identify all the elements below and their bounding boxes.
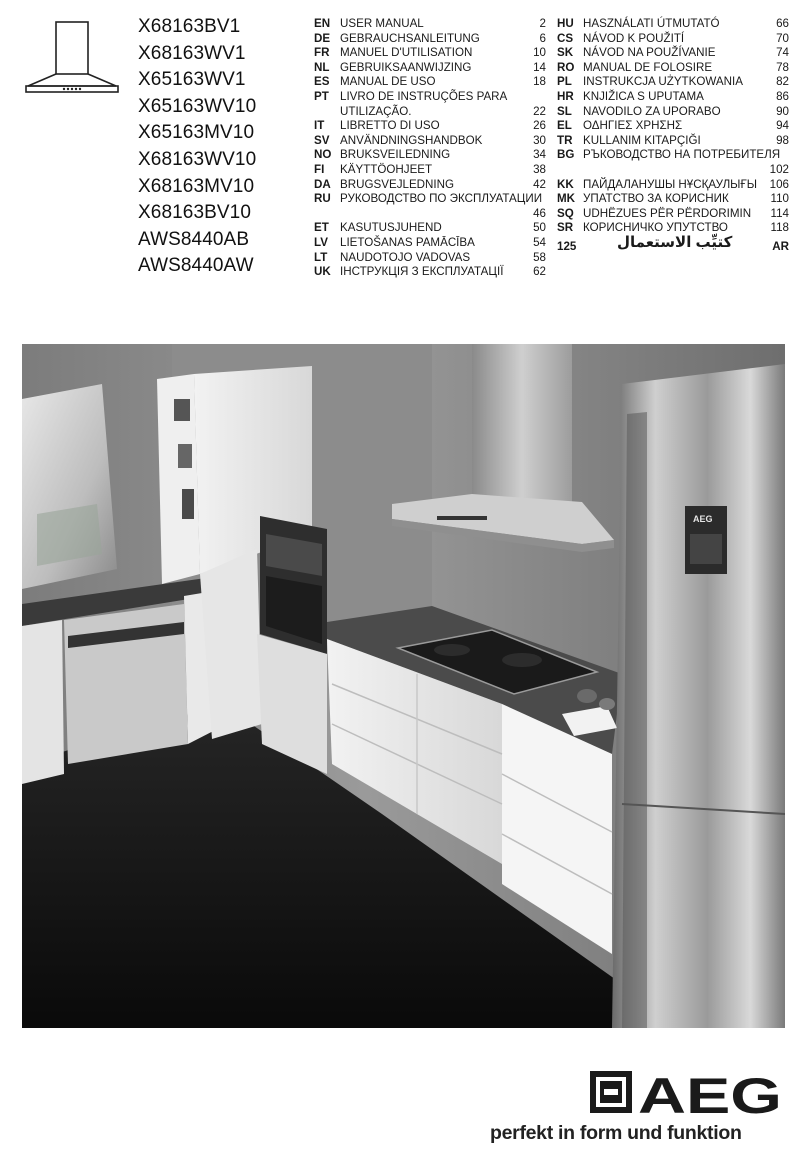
page-number: 2: [539, 17, 546, 30]
language-code: NO: [314, 148, 332, 162]
page-number: 30: [533, 133, 546, 147]
language-title: ІНСТРУКЦІЯ З ЕКСПЛУАТАЦІЇ: [340, 265, 504, 279]
page-number: 54: [533, 235, 546, 249]
page-number: 14: [533, 60, 546, 74]
language-code: RU: [314, 192, 331, 206]
language-entry[interactable]: [314, 46, 546, 61]
model-number: X68163MV10: [138, 175, 255, 197]
language-entry[interactable]: [314, 236, 546, 251]
language-entry[interactable]: [314, 178, 546, 193]
language-title: KASUTUSJUHEND: [340, 221, 442, 235]
language-code: TR: [557, 133, 573, 147]
language-code: CS: [557, 31, 574, 45]
language-entry-continued[interactable]: [314, 207, 546, 222]
language-entry[interactable]: [314, 134, 546, 149]
language-code: IT: [314, 119, 325, 133]
model-number: X65163WV10: [138, 95, 257, 117]
language-entry-continued[interactable]: [314, 105, 546, 120]
language-title: NAUDOTOJO VADOVAS: [340, 250, 471, 264]
language-title: BRUGSVEJLEDNING: [340, 177, 455, 191]
language-code: SK: [557, 46, 574, 60]
page-number: 38: [533, 162, 546, 176]
model-number: X65163WV1: [138, 69, 246, 91]
language-title: [557, 163, 586, 176]
page-number: 78: [776, 60, 789, 74]
language-entry[interactable]: [557, 178, 789, 193]
language-entry[interactable]: [314, 75, 546, 90]
language-title: ΟΔΗΓΙΕΣ ΧΡΗΣΗΣ: [583, 119, 683, 133]
language-entry[interactable]: [314, 163, 546, 178]
language-code: SR: [557, 221, 574, 235]
model-number: X68163BV10: [138, 202, 251, 224]
page-number: 42: [533, 177, 546, 191]
language-code: DA: [314, 177, 331, 191]
language-code: LV: [314, 235, 328, 249]
page-number: 46: [533, 206, 546, 220]
page-number: 118: [770, 221, 789, 235]
language-title: УПАТСТВО ЗА КОРИСНИК: [583, 192, 729, 206]
model-number: AWS8440AW: [138, 255, 254, 277]
language-title: NÁVOD K POUŽITÍ: [583, 31, 685, 45]
language-entry[interactable]: [314, 119, 546, 134]
language-code: EN: [314, 17, 331, 30]
language-title: РУКОВОДСТВО ПО ЭКСПЛУАТАЦИИ: [340, 192, 543, 206]
language-title: GEBRUIKSAANWIJZING: [340, 60, 472, 74]
page-number: 102: [769, 162, 789, 176]
language-title: MANUAL DE FOLOSIRE: [583, 60, 713, 74]
language-code: FR: [314, 46, 330, 60]
page-number: 34: [533, 148, 546, 162]
range-hood-icon: [22, 20, 122, 102]
language-code: AR: [772, 239, 789, 253]
language-title: LIETOŠANAS PAMĀCĪBA: [340, 235, 475, 249]
language-entry[interactable]: [557, 17, 789, 32]
language-entry[interactable]: [557, 61, 789, 76]
language-code: MK: [557, 192, 576, 206]
language-title: INSTRUKCJA UŻYTKOWANIA: [583, 75, 743, 89]
language-title: USER MANUAL: [340, 17, 424, 30]
language-entry[interactable]: [557, 119, 789, 134]
language-title: ANVÄNDNINGSHANDBOK: [340, 133, 483, 147]
language-code: PL: [557, 75, 572, 89]
language-title: LIVRO DE INSTRUÇÕES PARA: [340, 89, 508, 103]
page-number: 125: [557, 239, 577, 253]
language-code: EL: [557, 119, 572, 133]
kitchen-photo: [22, 344, 785, 1028]
language-title: NAVODILO ZA UPORABO: [583, 104, 721, 118]
language-code: PT: [314, 89, 329, 103]
page-number: 86: [776, 89, 789, 103]
language-entry[interactable]: [557, 32, 789, 47]
page-number: 6: [539, 31, 546, 45]
language-entry-continued[interactable]: [557, 163, 789, 178]
language-entry[interactable]: [314, 32, 546, 47]
language-title: KNJIŽICA S UPUTAMA: [583, 89, 704, 103]
language-code: HU: [557, 17, 574, 30]
language-entry[interactable]: [557, 207, 789, 222]
page-number: 106: [769, 177, 789, 191]
page-number: 70: [776, 31, 789, 45]
language-index-right: [557, 17, 789, 258]
language-entry[interactable]: [557, 46, 789, 61]
model-number: AWS8440AB: [138, 228, 250, 250]
language-code: RO: [557, 60, 575, 74]
page-number: 110: [770, 192, 789, 206]
page-number: 94: [776, 119, 789, 133]
page-number: 58: [533, 250, 546, 264]
page-number: 50: [533, 221, 546, 235]
language-title: UTILIZAÇÃO.: [340, 104, 412, 118]
language-entry[interactable]: [557, 148, 789, 163]
page-number: 62: [533, 265, 546, 279]
page-number: 10: [533, 46, 546, 60]
page-number: 26: [533, 119, 546, 133]
language-entry[interactable]: [314, 90, 546, 105]
language-title: HASZNÁLATI ÚTMUTATÓ: [583, 17, 720, 30]
language-code: HR: [557, 89, 574, 103]
language-code: ES: [314, 75, 330, 89]
language-title: РЪКОВОДСТВО НА ПОТРЕБИТЕЛЯ: [583, 148, 781, 162]
appliance-badge: AEG: [693, 514, 713, 524]
language-code: ET: [314, 221, 329, 235]
language-entry[interactable]: [557, 75, 789, 90]
page-number: 18: [533, 75, 546, 89]
model-number: X68163BV1: [138, 16, 241, 37]
model-number: X68163WV1: [138, 42, 246, 64]
language-code: LT: [314, 250, 328, 264]
language-entry-arabic[interactable]: [557, 233, 789, 258]
language-entry[interactable]: [557, 90, 789, 105]
page-number: 74: [776, 46, 789, 60]
language-entry[interactable]: [314, 265, 546, 280]
page-number: 114: [770, 206, 789, 220]
language-title: LIBRETTO DI USO: [340, 119, 440, 133]
model-number: X65163MV10: [138, 122, 255, 144]
language-code: FI: [314, 162, 325, 176]
language-title: КОРИСНИЧКО УПУТСТВО: [583, 221, 728, 235]
language-title: MANUEL D'UTILISATION: [340, 46, 473, 60]
language-entry[interactable]: [314, 17, 546, 32]
language-title: ПАЙДАЛАНУШЫ НҰСҚАУЛЫҒЫ: [583, 177, 757, 191]
model-number: X68163WV10: [138, 148, 257, 170]
language-code: SL: [557, 104, 572, 118]
language-title: UDHËZUES PËR PËRDORIMIN: [583, 206, 752, 220]
language-code: SQ: [557, 206, 574, 220]
language-entry[interactable]: [557, 134, 789, 149]
language-code: KK: [557, 177, 574, 191]
page-number: 90: [776, 104, 789, 118]
language-code: BG: [557, 148, 575, 162]
brand-name: AEG: [638, 1068, 782, 1116]
language-entry[interactable]: [557, 105, 789, 120]
aeg-logo-icon: [588, 1068, 784, 1116]
page-number: 22: [533, 104, 546, 118]
language-title: KULLANIM KITAPÇIĞI: [583, 133, 701, 147]
language-title: [314, 207, 343, 220]
language-code: DE: [314, 31, 331, 45]
language-entry[interactable]: [314, 61, 546, 76]
language-code: UK: [314, 265, 331, 279]
language-entry[interactable]: [314, 251, 546, 266]
language-title: BRUKSVEILEDNING: [340, 148, 451, 162]
page-number: 66: [776, 17, 789, 30]
language-title: GEBRAUCHSANLEITUNG: [340, 31, 480, 45]
language-title: NÁVOD NA POUŽÍVANIE: [583, 46, 716, 60]
language-entry[interactable]: [314, 221, 546, 236]
brand-tagline: perfekt in form und funktion: [490, 1122, 742, 1144]
language-title: كتيِّب الاستعمال: [617, 233, 733, 251]
language-index-left: [314, 17, 546, 280]
model-list: [138, 14, 256, 280]
page-number: 98: [776, 133, 789, 147]
language-title: KÄYTTÖOHJEET: [340, 162, 433, 176]
language-code: NL: [314, 60, 330, 74]
language-code: SV: [314, 133, 330, 147]
language-title: MANUAL DE USO: [340, 75, 436, 89]
language-entry[interactable]: [557, 192, 789, 207]
language-entry[interactable]: [314, 148, 546, 163]
page-number: 82: [776, 75, 789, 89]
language-entry[interactable]: [314, 192, 546, 207]
